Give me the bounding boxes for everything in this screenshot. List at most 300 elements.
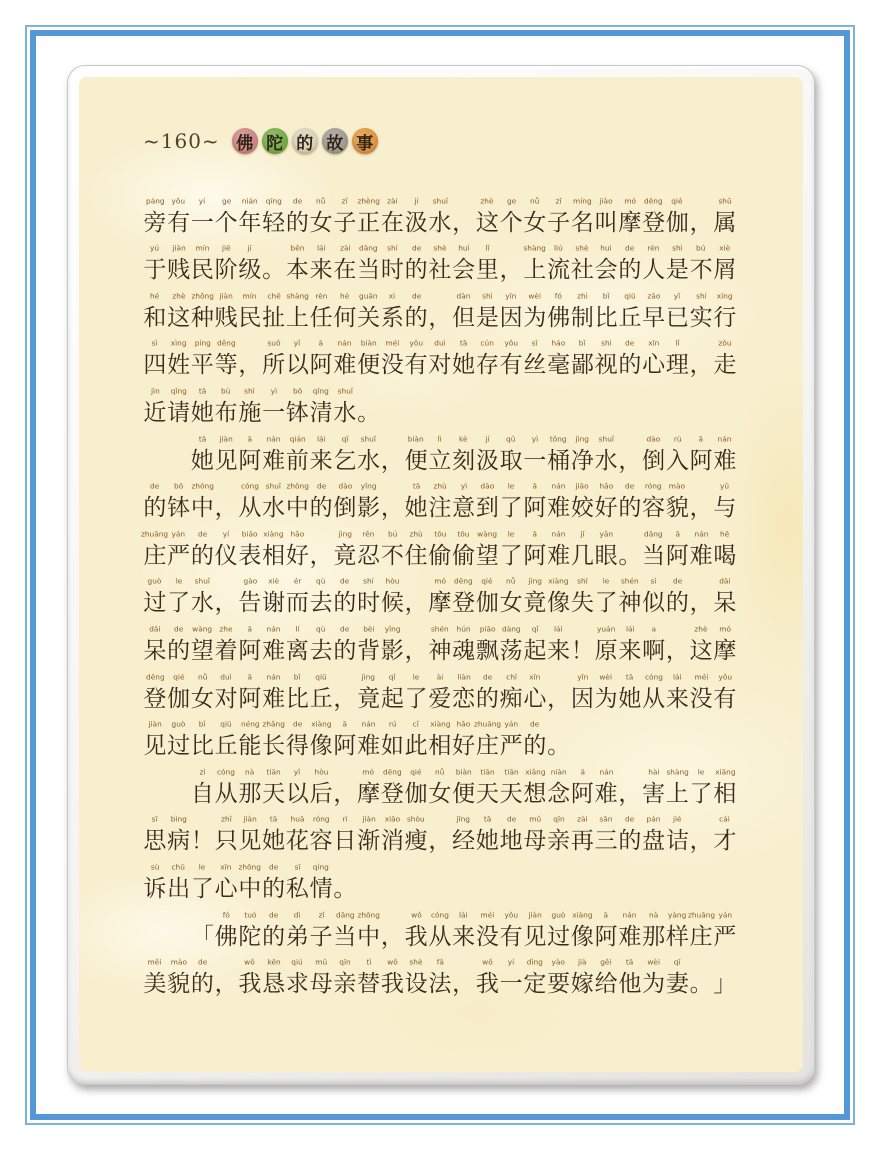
char-cell [523,480,547,526]
pinyin-annotation: zài [339,245,351,254]
pinyin-annotation: sī [151,816,158,825]
char-cell [523,290,547,336]
pinyin-annotation: jiē [221,245,231,254]
char-cell [499,242,523,288]
char-cell [404,337,428,383]
hanzi-character: ， [499,257,523,284]
char-cell [642,290,666,336]
hanzi-character: 在 [380,209,404,236]
hanzi-character: 水 [333,399,357,426]
hanzi-character: 三 [594,828,618,855]
hanzi-character: 阿 [238,685,262,712]
pinyin-annotation: le [507,530,515,539]
hanzi-character: 如 [380,733,404,760]
char-cell [191,290,215,336]
pinyin-annotation: le [199,863,206,873]
char-cell [286,956,310,1002]
title-char-badge: 的 [292,128,318,154]
char-cell [523,909,547,955]
hanzi-character: 何 [333,304,357,331]
pinyin-annotation: cóng [217,768,236,777]
char-cell [143,528,167,574]
pinyin-annotation: rù [673,435,682,444]
char-cell [262,337,286,383]
pinyin-annotation: de [269,911,279,920]
pinyin-annotation: xiāng [714,768,736,777]
hanzi-character: 子 [309,923,333,950]
char-cell [309,766,333,812]
char-cell [262,909,286,955]
char-cell [191,956,215,1002]
char-cell [357,242,381,288]
char-cell [618,956,642,1002]
pinyin-annotation: xīn [529,673,541,682]
pinyin-annotation: duì [434,340,446,349]
char-cell [214,433,238,479]
pinyin-annotation: shí [695,292,707,301]
hanzi-character: 。 [262,257,286,284]
pinyin-annotation: lì [437,435,442,444]
pinyin-annotation: guān [359,292,378,301]
char-cell [594,956,618,1002]
pinyin-annotation: jìng [575,435,590,444]
pinyin-annotation: lái [316,435,326,444]
char-cell [666,909,690,955]
pinyin-annotation: de [672,578,682,587]
hanzi-character: 的 [190,971,214,998]
char-cell [143,718,167,764]
pinyin-annotation: sān [599,816,613,825]
char-cell [642,671,666,717]
pinyin-annotation: shuǐ [337,387,353,397]
char-cell [286,766,310,812]
hanzi-character: 严 [499,733,523,760]
char-cell [286,385,310,431]
pinyin-annotation: shuǐ [360,435,377,444]
pinyin-annotation: qǐ [531,625,539,635]
pinyin-annotation: sì [151,340,158,349]
pinyin-annotation: bú [696,245,706,254]
pinyin-annotation: de [411,292,421,301]
char-cell [689,813,713,859]
char-cell [499,718,523,764]
char-cell [523,623,547,669]
char-cell [499,575,523,621]
hanzi-character: 嫁 [570,971,594,998]
pinyin-annotation: tā [198,387,207,397]
hanzi-character: 是 [475,304,499,331]
pinyin-annotation: nán [599,768,614,777]
pinyin-annotation: hòu [385,578,400,587]
char-cell [381,290,405,336]
pinyin-annotation: de [625,816,635,825]
char-cell [381,909,405,955]
hanzi-character: ， [214,590,238,617]
char-cell [476,337,500,383]
pinyin-annotation: suǒ [267,340,281,349]
hanzi-character: 本 [285,257,309,284]
char-cell [689,575,713,621]
pinyin-annotation: mó [719,625,731,635]
text-line [143,479,739,527]
hanzi-character: 摩 [713,637,737,664]
hanzi-character: 定 [523,971,547,998]
char-cell [642,956,666,1002]
char-cell [167,480,191,526]
char-cell [476,956,500,1002]
hanzi-character: 飘 [475,637,499,664]
hanzi-character: 以 [285,352,309,379]
pinyin-annotation: lái [554,625,563,635]
char-cell [262,195,286,241]
hanzi-character: 难 [689,542,713,569]
hanzi-character: 清 [309,399,333,426]
hanzi-character: 叫 [594,209,618,236]
char-cell [571,956,595,1002]
text-line [143,621,739,669]
hanzi-character: 难 [713,447,737,474]
pinyin-annotation: wèi [599,673,613,682]
hanzi-character: 法 [428,971,452,998]
hanzi-character: 佛 [214,923,238,950]
hanzi-character: 子 [547,209,571,236]
pinyin-annotation: fó [555,292,563,301]
hanzi-character: 相 [713,780,737,807]
char-cell [571,766,595,812]
char-cell [618,623,642,669]
char-cell [428,528,452,574]
char-cell [666,766,690,812]
hanzi-character: 女 [428,780,452,807]
pinyin-annotation: qiū [220,721,232,730]
hanzi-character: 经 [452,828,476,855]
pinyin-annotation: guò [171,721,186,730]
char-cell [547,290,571,336]
hanzi-character: 失 [570,590,594,617]
hanzi-character: 丘 [214,733,238,760]
char-cell [523,433,547,479]
pinyin-annotation: le [412,673,420,682]
hanzi-character: 伽 [665,209,689,236]
pinyin-annotation: le [697,768,705,777]
char-cell [214,242,238,288]
char-cell [381,813,405,859]
hanzi-character: 好 [594,495,618,522]
hanzi-character: 她 [190,447,214,474]
pinyin-annotation: yì [460,483,467,492]
char-cell [333,433,357,479]
pinyin-annotation: tā [626,959,634,968]
char-cell [404,242,428,288]
pinyin-annotation: yì [270,387,277,397]
char-cell [642,242,666,288]
hanzi-character: 一 [262,399,286,426]
hanzi-character: 望 [475,542,499,569]
pinyin-annotation: ā [675,530,680,539]
hanzi-character: 出 [167,875,191,902]
char-cell [333,385,357,431]
char-cell [452,528,476,574]
hanzi-character: 当 [642,542,666,569]
pinyin-annotation: gào [243,578,257,587]
hanzi-character: ， [428,304,452,331]
pinyin-annotation: mào [669,483,686,492]
char-cell [523,242,547,288]
char-cell [642,909,666,955]
char-cell [642,480,666,526]
hanzi-character: 的 [618,257,642,284]
char-cell [666,195,690,241]
pinyin-annotation: zǐ [341,197,348,206]
hanzi-character: 任 [309,304,333,331]
char-cell [523,575,547,621]
hanzi-character: 眼 [594,542,618,569]
pinyin-annotation: yán [171,530,186,539]
char-cell [191,766,215,812]
pinyin-annotation: de [150,483,160,492]
hanzi-character: 的 [523,733,547,760]
char-cell [594,575,618,621]
char-cell [547,813,571,859]
char-cell [713,195,737,241]
pinyin-annotation: jiàn [219,435,233,444]
hanzi-character: 要 [547,971,571,998]
char-cell [238,623,262,669]
char-cell [286,195,310,241]
text-line [143,574,739,622]
hanzi-character: 得 [285,733,309,760]
hanzi-character: 阿 [309,352,333,379]
char-cell [571,242,595,288]
pinyin-annotation: shè [409,959,423,968]
char-cell [238,195,262,241]
char-cell [689,671,713,717]
char-cell [333,528,357,574]
pinyin-annotation: nǚ [530,197,540,206]
char-cell [642,195,666,241]
hanzi-character: 个 [214,209,238,236]
hanzi-character: 的 [285,209,309,236]
char-cell [214,861,238,907]
char-cell [309,480,333,526]
pinyin-annotation: shàng [666,768,689,777]
hanzi-character: 的 [333,590,357,617]
char-cell [286,718,310,764]
pinyin-annotation: de [625,245,635,254]
pinyin-annotation: huā [290,816,305,825]
char-cell [547,956,571,1002]
char-cell [499,433,523,479]
hanzi-character: 的 [167,637,191,664]
pinyin-annotation: shuǐ [598,435,614,444]
hanzi-character: 神 [618,590,642,617]
hanzi-character: 严 [167,542,191,569]
hanzi-character: 几 [570,542,594,569]
char-cell [523,813,547,859]
pinyin-annotation: dào [480,483,495,492]
pinyin-annotation: bù [221,387,231,397]
hanzi-character: 伽 [167,685,191,712]
char-cell [428,766,452,812]
char-cell [689,766,713,812]
pinyin-annotation: nán [622,911,637,920]
char-cell [618,195,642,241]
hanzi-character: 当 [333,923,357,950]
char-cell [309,718,333,764]
hanzi-character: 再 [570,828,594,855]
pinyin-annotation: xì [389,292,396,301]
pinyin-annotation: hài [647,768,660,777]
pinyin-annotation: de [482,673,492,682]
hanzi-character: 伽 [475,590,499,617]
pinyin-annotation: nán [337,340,352,349]
pinyin-annotation: shè [433,245,447,254]
char-cell [428,718,452,764]
pinyin-annotation: míng [573,197,592,206]
char-cell [523,956,547,1002]
char-cell [571,575,595,621]
pinyin-annotation: bìng [170,816,187,825]
pinyin-annotation: xīn [648,340,660,349]
pinyin-annotation: le [507,483,515,492]
hanzi-character: 见 [238,828,262,855]
hanzi-character: 呆 [713,590,737,617]
hanzi-character: 她 [404,495,428,522]
char-cell [191,575,215,621]
pinyin-annotation: rú [388,721,397,730]
char-cell [452,671,476,717]
hanzi-character: 「 [190,923,214,950]
hanzi-character: 丝 [523,352,547,379]
hanzi-character: 啊 [642,637,666,664]
pinyin-annotation: ge [506,197,516,206]
hanzi-character: 思 [143,828,167,855]
char-cell [571,290,595,336]
char-cell [476,671,500,717]
char-cell [214,528,238,574]
hanzi-character: 于 [143,257,167,284]
pinyin-annotation: nián [241,197,258,206]
pinyin-annotation: yǒu [409,340,423,349]
hanzi-character: 了 [167,590,191,617]
pinyin-annotation: bǐ [579,340,586,349]
pinyin-annotation: jìn [150,387,160,397]
hanzi-character: 理 [665,352,689,379]
hanzi-character: 社 [570,257,594,284]
pinyin-annotation: ài [436,673,444,682]
hanzi-character: 和 [143,304,167,331]
hanzi-character: 对 [428,352,452,379]
hanzi-character: 魂 [452,637,476,664]
pinyin-annotation: róng [312,816,330,825]
hanzi-character: 以 [285,780,309,807]
hanzi-character: 立 [428,447,452,474]
char-cell [547,909,571,955]
char-cell [286,909,310,955]
pinyin-annotation: bō [174,483,184,492]
hanzi-character: 亲 [333,971,357,998]
pinyin-annotation: sī [531,340,538,349]
hanzi-character: 为 [523,304,547,331]
hanzi-character: 谢 [262,590,286,617]
char-cell [214,337,238,383]
char-cell [499,528,523,574]
char-cell [713,766,737,812]
char-cell [309,671,333,717]
hanzi-character: 。 [357,399,381,426]
hanzi-character: 仪 [214,542,238,569]
pinyin-annotation: nǚ [435,768,445,777]
pinyin-annotation: ā [603,911,609,920]
pinyin-annotation: mó [362,768,375,777]
pinyin-annotation: rèn [315,292,328,301]
char-cell [286,433,310,479]
hanzi-character: 子 [333,209,357,236]
pinyin-annotation: xiàng [572,911,593,920]
pinyin-annotation: nán [717,435,732,444]
text-line [143,526,739,574]
hanzi-character: 她 [475,828,499,855]
char-cell [428,909,452,955]
char-cell [618,433,642,479]
pinyin-annotation: bǐ [294,673,301,682]
char-cell [499,956,523,1002]
char-cell [571,528,595,574]
char-cell [571,480,595,526]
pinyin-annotation: xiàng [429,721,451,730]
pinyin-annotation: rěn [362,530,375,539]
pinyin-annotation: yīn [505,292,517,301]
char-cell [571,195,595,241]
hanzi-character: 视 [594,352,618,379]
pinyin-annotation: jiàn [243,816,257,825]
hanzi-character: 地 [499,828,523,855]
char-cell [713,623,737,669]
page-card [67,65,815,1085]
hanzi-character: 汲 [404,209,428,236]
pinyin-annotation: jí [414,197,419,206]
pinyin-annotation: jìng [528,578,542,587]
char-cell [476,242,500,288]
char-cell [214,909,238,955]
hanzi-character: 等 [214,352,238,379]
hanzi-character: 似 [642,590,666,617]
hanzi-character: 相 [428,733,452,760]
pinyin-annotation: hǎo [290,530,305,539]
char-cell [476,433,500,479]
char-cell [404,575,428,621]
char-cell [214,956,238,1002]
text-line [143,669,739,717]
hanzi-character: 背 [357,637,381,664]
hanzi-character: 摩 [428,590,452,617]
pinyin-annotation: xīn [220,863,232,873]
hanzi-character: 竟 [333,542,357,569]
hanzi-character: 貌 [167,971,191,998]
pinyin-annotation: yàng [668,911,687,920]
hanzi-character: 一 [523,447,547,474]
pinyin-annotation: mào [170,959,187,968]
char-cell [238,528,262,574]
hanzi-character: ， [214,495,238,522]
char-cell [666,671,690,717]
char-cell [523,195,547,241]
char-cell [381,623,405,669]
hanzi-character: 来 [547,637,571,664]
pinyin-annotation: wàng [477,530,498,539]
pinyin-annotation: mǔ [528,816,541,825]
char-cell [428,813,452,859]
